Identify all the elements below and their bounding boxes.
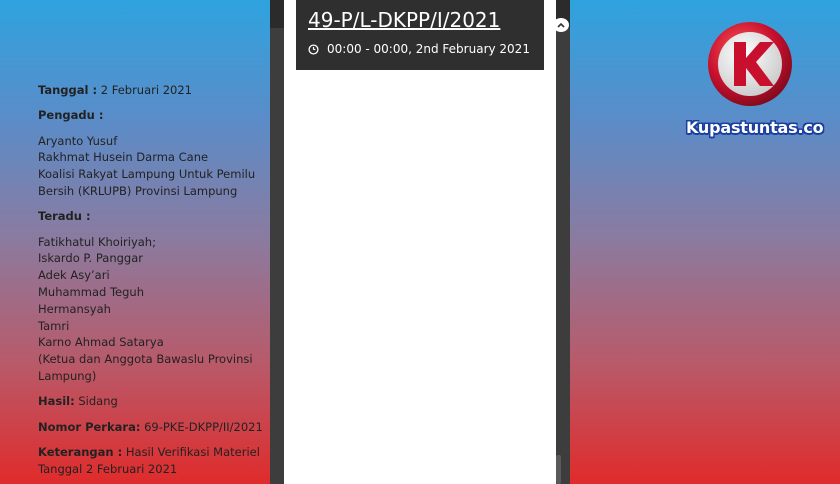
list-item: Bersih (KRLUPB) Provinsi Lampung bbox=[38, 183, 238, 198]
pengadu-label: Pengadu : bbox=[38, 108, 104, 123]
keterangan-row bbox=[38, 444, 278, 461]
keterangan-value: Hasil Verifikasi Materiel bbox=[122, 444, 260, 459]
list-item: Hermansyah bbox=[38, 301, 111, 316]
event-time-row bbox=[308, 42, 530, 56]
teradu-label-row bbox=[38, 208, 278, 225]
tanggal-row bbox=[38, 82, 278, 99]
list-item: Muhammad Teguh bbox=[38, 284, 144, 299]
list-item: Karno Ahmad Satarya bbox=[38, 335, 164, 350]
list-item: Rakhmat Husein Darma Cane bbox=[38, 150, 209, 165]
brand-text: Kupastuntas.co bbox=[686, 118, 824, 137]
list-item: Koalisi Rakyat Lampung Untuk Pemilu bbox=[38, 167, 256, 182]
hasil-row bbox=[38, 393, 278, 410]
list-item: Adek Asy’ari bbox=[38, 268, 110, 283]
collapse-button[interactable] bbox=[553, 18, 569, 32]
teradu-label: Teradu : bbox=[38, 209, 91, 224]
teradu-list bbox=[38, 234, 278, 385]
event-time: 00:00 - 00:00, 2nd February 2021 bbox=[327, 42, 530, 56]
keterangan-label: Keterangan : bbox=[38, 444, 123, 459]
clock-icon bbox=[308, 44, 319, 55]
phone-frame bbox=[270, 0, 570, 484]
nomor-perkara-row bbox=[38, 419, 278, 436]
kupastuntas-logo-icon bbox=[706, 20, 794, 108]
event-title-bar bbox=[296, 0, 544, 70]
list-item: (Ketua dan Anggota Bawaslu Provinsi bbox=[38, 352, 253, 367]
list-item: Fatikhatul Khoiriyah; bbox=[38, 234, 156, 249]
nomor-perkara-label: Nomor Perkara: bbox=[38, 419, 141, 434]
keterangan-value-line2: Tanggal 2 Februari 2021 bbox=[38, 461, 178, 476]
list-item: Iskardo P. Panggar bbox=[38, 251, 143, 266]
nomor-perkara-value: 69-PKE-DKPP/II/2021 bbox=[140, 419, 263, 434]
tanggal-value: 2 Februari 2021 bbox=[97, 83, 192, 97]
scrollbar[interactable] bbox=[556, 455, 561, 484]
list-item: Aryanto Yusuf bbox=[38, 133, 118, 148]
list-item: Lampung) bbox=[38, 368, 97, 383]
brand-watermark bbox=[680, 20, 830, 140]
hasil-value: Sidang bbox=[74, 394, 118, 409]
pengadu-label-row bbox=[38, 107, 278, 124]
pengadu-list bbox=[38, 133, 278, 200]
chevron-up-icon bbox=[557, 22, 565, 28]
event-details bbox=[38, 82, 278, 477]
event-title[interactable]: 49-P/L-DKPP/I/2021 bbox=[308, 8, 501, 32]
tanggal-label: Tanggal : bbox=[38, 83, 98, 97]
hasil-label: Hasil: bbox=[38, 394, 75, 409]
event-detail-card bbox=[284, 0, 556, 484]
list-item: Tamri bbox=[38, 318, 70, 333]
